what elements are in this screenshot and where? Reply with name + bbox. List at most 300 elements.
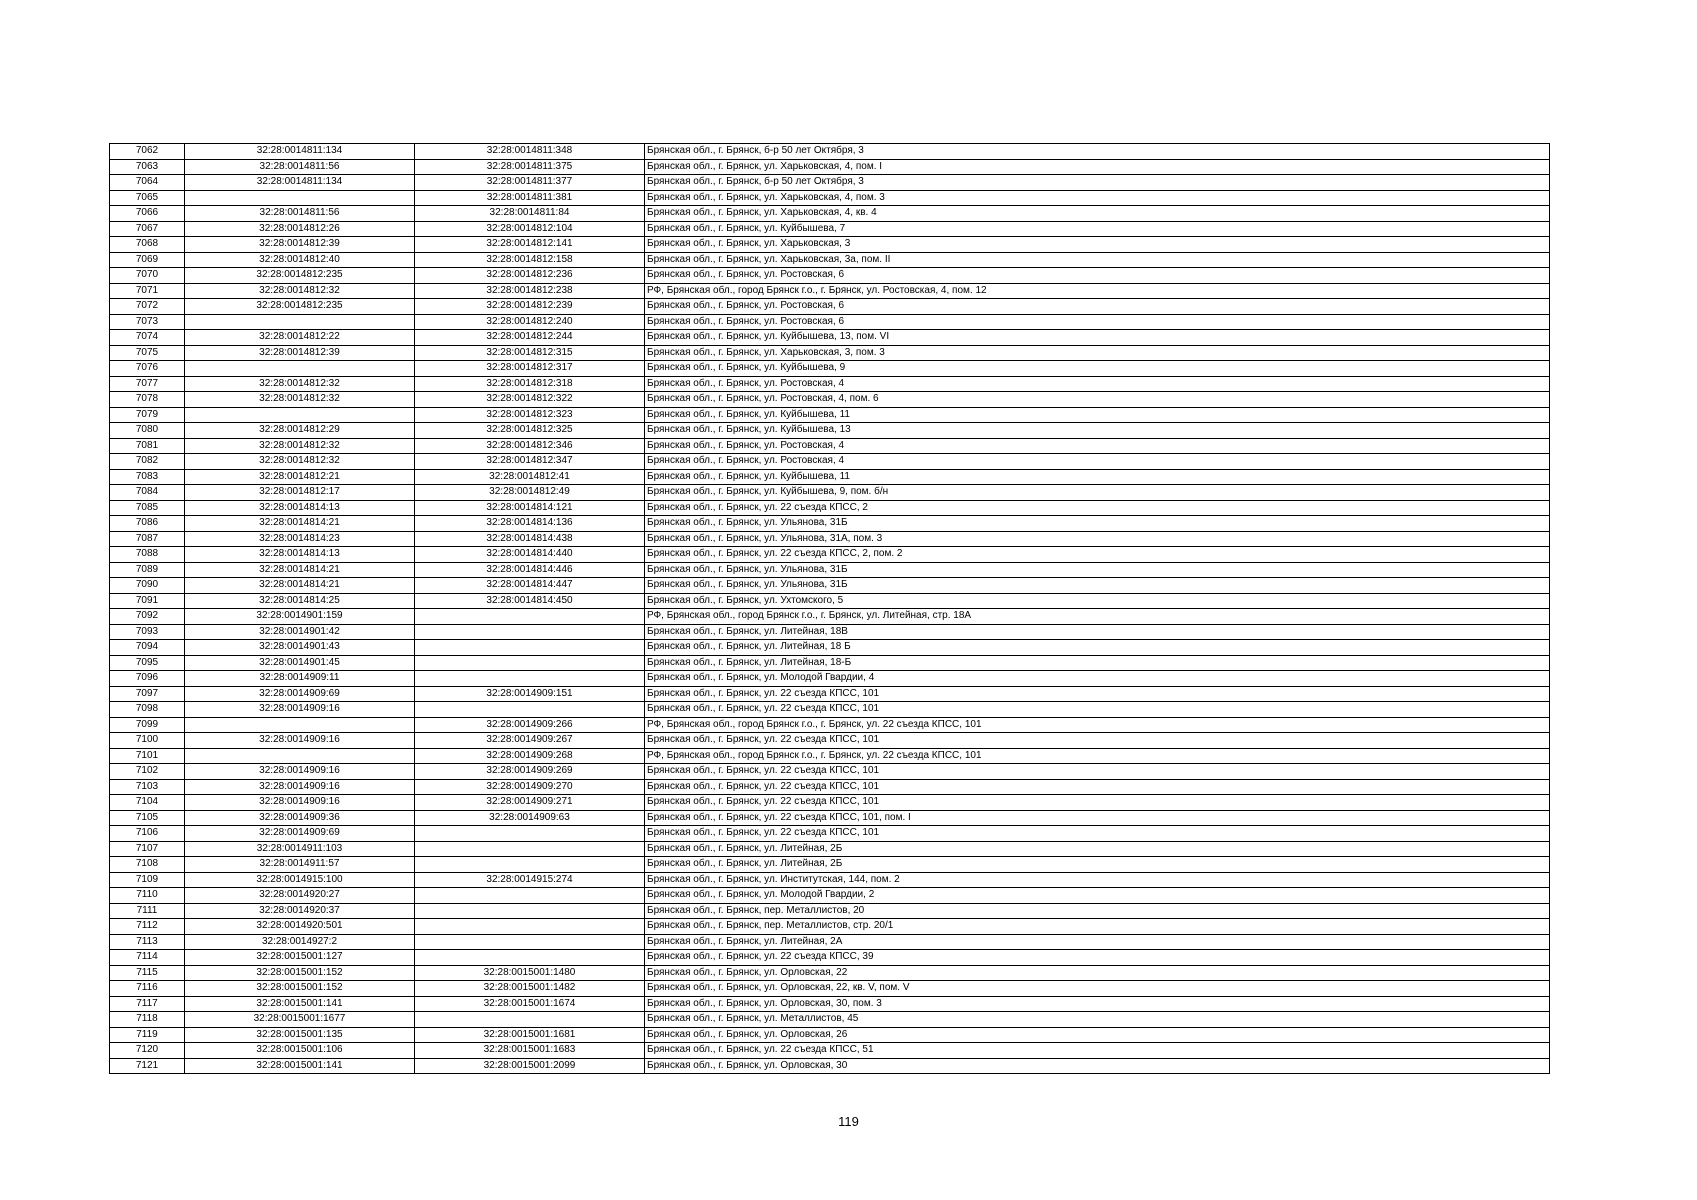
row-number-cell: 7074 bbox=[110, 330, 185, 346]
land-cadastral-number-cell: 32:28:0014814:25 bbox=[185, 593, 415, 609]
object-cadastral-number-cell: 32:28:0014811:348 bbox=[415, 144, 645, 160]
table-row bbox=[110, 159, 1550, 175]
land-cadastral-number-cell: 32:28:0015001:106 bbox=[185, 1043, 415, 1059]
address-cell: РФ, Брянская обл., город Брянск г.о., г. Брянск, ул. Ростовская, 4, пом. 12 bbox=[645, 283, 1550, 299]
table-row bbox=[110, 764, 1550, 780]
object-cadastral-number-cell: 32:28:0014915:274 bbox=[415, 872, 645, 888]
address-cell: Брянская обл., г. Брянск, ул. Харьковская, 3 bbox=[645, 237, 1550, 253]
table-row bbox=[110, 299, 1550, 315]
address-cell: РФ, Брянская обл., город Брянск г.о., г. Брянск, ул. Литейная, стр. 18А bbox=[645, 609, 1550, 625]
object-cadastral-number-cell: 32:28:0014812:322 bbox=[415, 392, 645, 408]
object-cadastral-number-cell: 32:28:0015001:1683 bbox=[415, 1043, 645, 1059]
address-cell: Брянская обл., г. Брянск, ул. Металлистов, 45 bbox=[645, 1012, 1550, 1028]
row-number-cell: 7086 bbox=[110, 516, 185, 532]
table-row bbox=[110, 531, 1550, 547]
address-cell: Брянская обл., г. Брянск, ул. Орловская, 30, пом. 3 bbox=[645, 996, 1550, 1012]
land-cadastral-number-cell: 32:28:0014911:57 bbox=[185, 857, 415, 873]
land-cadastral-number-cell: 32:28:0014915:100 bbox=[185, 872, 415, 888]
land-cadastral-number-cell: 32:28:0014920:27 bbox=[185, 888, 415, 904]
address-cell: Брянская обл., г. Брянск, ул. Куйбышева, 11 bbox=[645, 469, 1550, 485]
land-cadastral-number-cell: 32:28:0014901:43 bbox=[185, 640, 415, 656]
table-row bbox=[110, 237, 1550, 253]
object-cadastral-number-cell: 32:28:0014814:440 bbox=[415, 547, 645, 563]
land-cadastral-number-cell: 32:28:0014814:13 bbox=[185, 547, 415, 563]
object-cadastral-number-cell: 32:28:0014811:377 bbox=[415, 175, 645, 191]
object-cadastral-number-cell: 32:28:0014814:136 bbox=[415, 516, 645, 532]
table-row bbox=[110, 314, 1550, 330]
row-number-cell: 7070 bbox=[110, 268, 185, 284]
object-cadastral-number-cell: 32:28:0014812:317 bbox=[415, 361, 645, 377]
row-number-cell: 7101 bbox=[110, 748, 185, 764]
address-cell: Брянская обл., г. Брянск, ул. Ульянова, 31Б bbox=[645, 578, 1550, 594]
table-row bbox=[110, 748, 1550, 764]
table-row bbox=[110, 268, 1550, 284]
row-number-cell: 7103 bbox=[110, 779, 185, 795]
land-cadastral-number-cell: 32:28:0014812:32 bbox=[185, 454, 415, 470]
land-cadastral-number-cell: 32:28:0014812:22 bbox=[185, 330, 415, 346]
object-cadastral-number-cell: 32:28:0014909:271 bbox=[415, 795, 645, 811]
object-cadastral-number-cell: 32:28:0014814:450 bbox=[415, 593, 645, 609]
address-cell: Брянская обл., г. Брянск, ул. Орловская, 30 bbox=[645, 1058, 1550, 1074]
object-cadastral-number-cell: 32:28:0014811:375 bbox=[415, 159, 645, 175]
address-cell: Брянская обл., г. Брянск, ул. Институтская, 144, пом. 2 bbox=[645, 872, 1550, 888]
cadastral-table bbox=[109, 143, 1550, 1074]
land-cadastral-number-cell: 32:28:0014812:32 bbox=[185, 392, 415, 408]
row-number-cell: 7096 bbox=[110, 671, 185, 687]
object-cadastral-number-cell: 32:28:0014814:438 bbox=[415, 531, 645, 547]
row-number-cell: 7085 bbox=[110, 500, 185, 516]
table-row bbox=[110, 485, 1550, 501]
table-row bbox=[110, 361, 1550, 377]
row-number-cell: 7067 bbox=[110, 221, 185, 237]
table-row bbox=[110, 516, 1550, 532]
object-cadastral-number-cell bbox=[415, 702, 645, 718]
land-cadastral-number-cell: 32:28:0014909:11 bbox=[185, 671, 415, 687]
row-number-cell: 7068 bbox=[110, 237, 185, 253]
row-number-cell: 7090 bbox=[110, 578, 185, 594]
address-cell: Брянская обл., г. Брянск, ул. Куйбышева, 9 bbox=[645, 361, 1550, 377]
address-cell: Брянская обл., г. Брянск, ул. Харьковская, 4, кв. 4 bbox=[645, 206, 1550, 222]
row-number-cell: 7087 bbox=[110, 531, 185, 547]
row-number-cell: 7092 bbox=[110, 609, 185, 625]
row-number-cell: 7081 bbox=[110, 438, 185, 454]
row-number-cell: 7094 bbox=[110, 640, 185, 656]
land-cadastral-number-cell: 32:28:0014911:103 bbox=[185, 841, 415, 857]
row-number-cell: 7063 bbox=[110, 159, 185, 175]
address-cell: Брянская обл., г. Брянск, ул. Куйбышева, 7 bbox=[645, 221, 1550, 237]
table-row bbox=[110, 640, 1550, 656]
object-cadastral-number-cell bbox=[415, 841, 645, 857]
address-cell: Брянская обл., г. Брянск, ул. Куйбышева, 13 bbox=[645, 423, 1550, 439]
object-cadastral-number-cell: 32:28:0014909:266 bbox=[415, 717, 645, 733]
object-cadastral-number-cell: 32:28:0014811:381 bbox=[415, 190, 645, 206]
land-cadastral-number-cell: 32:28:0015001:141 bbox=[185, 996, 415, 1012]
row-number-cell: 7093 bbox=[110, 624, 185, 640]
address-cell: Брянская обл., г. Брянск, ул. Харьковская, 3а, пом. II bbox=[645, 252, 1550, 268]
row-number-cell: 7088 bbox=[110, 547, 185, 563]
address-cell: Брянская обл., г. Брянск, ул. Ростовская, 4, пом. 6 bbox=[645, 392, 1550, 408]
object-cadastral-number-cell: 32:28:0015001:1681 bbox=[415, 1027, 645, 1043]
land-cadastral-number-cell: 32:28:0014812:32 bbox=[185, 283, 415, 299]
land-cadastral-number-cell bbox=[185, 361, 415, 377]
table-row bbox=[110, 779, 1550, 795]
table-row bbox=[110, 826, 1550, 842]
object-cadastral-number-cell: 32:28:0014812:347 bbox=[415, 454, 645, 470]
table-row bbox=[110, 702, 1550, 718]
land-cadastral-number-cell: 32:28:0014814:21 bbox=[185, 516, 415, 532]
land-cadastral-number-cell: 32:28:0014812:26 bbox=[185, 221, 415, 237]
land-cadastral-number-cell: 32:28:0014927:2 bbox=[185, 934, 415, 950]
address-cell: Брянская обл., г. Брянск, ул. 22 съезда КПСС, 101 bbox=[645, 686, 1550, 702]
table-row bbox=[110, 175, 1550, 191]
address-cell: Брянская обл., г. Брянск, ул. Ульянова, 31А, пом. 3 bbox=[645, 531, 1550, 547]
land-cadastral-number-cell: 32:28:0014811:134 bbox=[185, 144, 415, 160]
object-cadastral-number-cell: 32:28:0015001:1674 bbox=[415, 996, 645, 1012]
land-cadastral-number-cell: 32:28:0014812:32 bbox=[185, 438, 415, 454]
row-number-cell: 7072 bbox=[110, 299, 185, 315]
address-cell: Брянская обл., г. Брянск, ул. 22 съезда КПСС, 51 bbox=[645, 1043, 1550, 1059]
row-number-cell: 7099 bbox=[110, 717, 185, 733]
row-number-cell: 7078 bbox=[110, 392, 185, 408]
object-cadastral-number-cell bbox=[415, 919, 645, 935]
object-cadastral-number-cell: 32:28:0014812:158 bbox=[415, 252, 645, 268]
object-cadastral-number-cell bbox=[415, 903, 645, 919]
land-cadastral-number-cell bbox=[185, 314, 415, 330]
address-cell: Брянская обл., г. Брянск, ул. Куйбышева, 9, пом. б/н bbox=[645, 485, 1550, 501]
row-number-cell: 7109 bbox=[110, 872, 185, 888]
address-cell: Брянская обл., г. Брянск, ул. 22 съезда КПСС, 101 bbox=[645, 764, 1550, 780]
address-cell: Брянская обл., г. Брянск, ул. Харьковская, 3, пом. 3 bbox=[645, 345, 1550, 361]
row-number-cell: 7080 bbox=[110, 423, 185, 439]
row-number-cell: 7121 bbox=[110, 1058, 185, 1074]
address-cell: Брянская обл., г. Брянск, ул. 22 съезда КПСС, 39 bbox=[645, 950, 1550, 966]
row-number-cell: 7100 bbox=[110, 733, 185, 749]
address-cell: Брянская обл., г. Брянск, ул. Молодой Гвардии, 2 bbox=[645, 888, 1550, 904]
row-number-cell: 7105 bbox=[110, 810, 185, 826]
table-row bbox=[110, 593, 1550, 609]
row-number-cell: 7114 bbox=[110, 950, 185, 966]
row-number-cell: 7108 bbox=[110, 857, 185, 873]
address-cell: Брянская обл., г. Брянск, б-р 50 лет Октября, 3 bbox=[645, 144, 1550, 160]
table-row bbox=[110, 562, 1550, 578]
table-row bbox=[110, 609, 1550, 625]
address-cell: Брянская обл., г. Брянск, ул. Литейная, 2Б bbox=[645, 857, 1550, 873]
address-cell: РФ, Брянская обл., город Брянск г.о., г. Брянск, ул. 22 съезда КПСС, 101 bbox=[645, 748, 1550, 764]
table-row bbox=[110, 144, 1550, 160]
land-cadastral-number-cell: 32:28:0015001:141 bbox=[185, 1058, 415, 1074]
object-cadastral-number-cell bbox=[415, 826, 645, 842]
object-cadastral-number-cell: 32:28:0014812:315 bbox=[415, 345, 645, 361]
row-number-cell: 7120 bbox=[110, 1043, 185, 1059]
object-cadastral-number-cell bbox=[415, 1012, 645, 1028]
land-cadastral-number-cell: 32:28:0015001:152 bbox=[185, 965, 415, 981]
table-row bbox=[110, 221, 1550, 237]
object-cadastral-number-cell bbox=[415, 934, 645, 950]
land-cadastral-number-cell: 32:28:0014811:56 bbox=[185, 159, 415, 175]
table-row bbox=[110, 345, 1550, 361]
table-row bbox=[110, 872, 1550, 888]
table-row bbox=[110, 841, 1550, 857]
row-number-cell: 7118 bbox=[110, 1012, 185, 1028]
address-cell: Брянская обл., г. Брянск, ул. Куйбышева, 11 bbox=[645, 407, 1550, 423]
object-cadastral-number-cell: 32:28:0014811:84 bbox=[415, 206, 645, 222]
page-number: 119 bbox=[838, 1114, 859, 1129]
address-cell: Брянская обл., г. Брянск, ул. Ростовская, 4 bbox=[645, 376, 1550, 392]
object-cadastral-number-cell: 32:28:0014812:323 bbox=[415, 407, 645, 423]
table-row bbox=[110, 919, 1550, 935]
land-cadastral-number-cell: 32:28:0014811:134 bbox=[185, 175, 415, 191]
table-row bbox=[110, 376, 1550, 392]
object-cadastral-number-cell: 32:28:0015001:1480 bbox=[415, 965, 645, 981]
address-cell: Брянская обл., г. Брянск, ул. Литейная, 18В bbox=[645, 624, 1550, 640]
object-cadastral-number-cell bbox=[415, 655, 645, 671]
address-cell: Брянская обл., г. Брянск, ул. Ростовская, 6 bbox=[645, 314, 1550, 330]
table-row bbox=[110, 1043, 1550, 1059]
address-cell: Брянская обл., г. Брянск, ул. Харьковская, 4, пом. I bbox=[645, 159, 1550, 175]
land-cadastral-number-cell: 32:28:0014812:32 bbox=[185, 376, 415, 392]
object-cadastral-number-cell bbox=[415, 888, 645, 904]
land-cadastral-number-cell: 32:28:0014812:29 bbox=[185, 423, 415, 439]
row-number-cell: 7117 bbox=[110, 996, 185, 1012]
table-row bbox=[110, 810, 1550, 826]
row-number-cell: 7091 bbox=[110, 593, 185, 609]
land-cadastral-number-cell: 32:28:0014811:56 bbox=[185, 206, 415, 222]
table-row bbox=[110, 438, 1550, 454]
row-number-cell: 7075 bbox=[110, 345, 185, 361]
land-cadastral-number-cell: 32:28:0014901:159 bbox=[185, 609, 415, 625]
table-row bbox=[110, 857, 1550, 873]
land-cadastral-number-cell: 32:28:0014812:39 bbox=[185, 345, 415, 361]
row-number-cell: 7079 bbox=[110, 407, 185, 423]
row-number-cell: 7116 bbox=[110, 981, 185, 997]
table-row bbox=[110, 283, 1550, 299]
object-cadastral-number-cell bbox=[415, 640, 645, 656]
land-cadastral-number-cell: 32:28:0014812:235 bbox=[185, 268, 415, 284]
object-cadastral-number-cell: 32:28:0014812:49 bbox=[415, 485, 645, 501]
table-row bbox=[110, 1058, 1550, 1074]
land-cadastral-number-cell: 32:28:0014901:42 bbox=[185, 624, 415, 640]
object-cadastral-number-cell bbox=[415, 671, 645, 687]
row-number-cell: 7097 bbox=[110, 686, 185, 702]
row-number-cell: 7071 bbox=[110, 283, 185, 299]
row-number-cell: 7064 bbox=[110, 175, 185, 191]
object-cadastral-number-cell: 32:28:0014812:141 bbox=[415, 237, 645, 253]
table-row bbox=[110, 190, 1550, 206]
object-cadastral-number-cell bbox=[415, 950, 645, 966]
land-cadastral-number-cell: 32:28:0014812:40 bbox=[185, 252, 415, 268]
land-cadastral-number-cell: 32:28:0015001:152 bbox=[185, 981, 415, 997]
row-number-cell: 7110 bbox=[110, 888, 185, 904]
land-cadastral-number-cell bbox=[185, 407, 415, 423]
table-row bbox=[110, 423, 1550, 439]
table-row bbox=[110, 981, 1550, 997]
table-body bbox=[110, 144, 1550, 1074]
land-cadastral-number-cell bbox=[185, 717, 415, 733]
object-cadastral-number-cell: 32:28:0014812:240 bbox=[415, 314, 645, 330]
table-row bbox=[110, 733, 1550, 749]
object-cadastral-number-cell: 32:28:0015001:1482 bbox=[415, 981, 645, 997]
address-cell: Брянская обл., г. Брянск, ул. Орловская, 22, кв. V, пом. V bbox=[645, 981, 1550, 997]
table-row bbox=[110, 671, 1550, 687]
row-number-cell: 7106 bbox=[110, 826, 185, 842]
address-cell: Брянская обл., г. Брянск, ул. Куйбышева, 13, пом. VI bbox=[645, 330, 1550, 346]
address-cell: Брянская обл., г. Брянск, ул. Ростовская, 6 bbox=[645, 299, 1550, 315]
address-cell: Брянская обл., г. Брянск, пер. Металлистов, 20 bbox=[645, 903, 1550, 919]
object-cadastral-number-cell: 32:28:0014812:318 bbox=[415, 376, 645, 392]
table-row bbox=[110, 407, 1550, 423]
row-number-cell: 7062 bbox=[110, 144, 185, 160]
row-number-cell: 7082 bbox=[110, 454, 185, 470]
table-row bbox=[110, 903, 1550, 919]
row-number-cell: 7069 bbox=[110, 252, 185, 268]
table-row bbox=[110, 934, 1550, 950]
address-cell: Брянская обл., г. Брянск, ул. Ростовская, 6 bbox=[645, 268, 1550, 284]
land-cadastral-number-cell: 32:28:0014814:13 bbox=[185, 500, 415, 516]
land-cadastral-number-cell: 32:28:0014909:16 bbox=[185, 764, 415, 780]
table-row bbox=[110, 686, 1550, 702]
table-row bbox=[110, 1012, 1550, 1028]
table-row bbox=[110, 795, 1550, 811]
object-cadastral-number-cell: 32:28:0014812:325 bbox=[415, 423, 645, 439]
address-cell: Брянская обл., г. Брянск, ул. Ростовская, 4 bbox=[645, 454, 1550, 470]
address-cell: Брянская обл., г. Брянск, б-р 50 лет Октября, 3 bbox=[645, 175, 1550, 191]
object-cadastral-number-cell: 32:28:0014909:269 bbox=[415, 764, 645, 780]
row-number-cell: 7065 bbox=[110, 190, 185, 206]
object-cadastral-number-cell bbox=[415, 609, 645, 625]
object-cadastral-number-cell: 32:28:0014909:267 bbox=[415, 733, 645, 749]
row-number-cell: 7107 bbox=[110, 841, 185, 857]
address-cell: Брянская обл., г. Брянск, ул. 22 съезда КПСС, 101 bbox=[645, 733, 1550, 749]
object-cadastral-number-cell: 32:28:0014812:104 bbox=[415, 221, 645, 237]
land-cadastral-number-cell: 32:28:0014909:36 bbox=[185, 810, 415, 826]
object-cadastral-number-cell: 32:28:0014814:121 bbox=[415, 500, 645, 516]
row-number-cell: 7104 bbox=[110, 795, 185, 811]
land-cadastral-number-cell: 32:28:0014909:16 bbox=[185, 795, 415, 811]
row-number-cell: 7113 bbox=[110, 934, 185, 950]
table-row bbox=[110, 950, 1550, 966]
land-cadastral-number-cell: 32:28:0014920:501 bbox=[185, 919, 415, 935]
land-cadastral-number-cell bbox=[185, 190, 415, 206]
address-cell: Брянская обл., г. Брянск, ул. Литейная, 18 Б bbox=[645, 640, 1550, 656]
land-cadastral-number-cell: 32:28:0014920:37 bbox=[185, 903, 415, 919]
address-cell: Брянская обл., г. Брянск, ул. Харьковская, 4, пом. 3 bbox=[645, 190, 1550, 206]
land-cadastral-number-cell: 32:28:0014909:69 bbox=[185, 686, 415, 702]
object-cadastral-number-cell: 32:28:0014909:270 bbox=[415, 779, 645, 795]
address-cell: Брянская обл., г. Брянск, ул. Орловская, 26 bbox=[645, 1027, 1550, 1043]
table-row bbox=[110, 996, 1550, 1012]
address-cell: Брянская обл., г. Брянск, ул. Ростовская, 4 bbox=[645, 438, 1550, 454]
table-row bbox=[110, 578, 1550, 594]
table-row bbox=[110, 965, 1550, 981]
row-number-cell: 7102 bbox=[110, 764, 185, 780]
object-cadastral-number-cell: 32:28:0014814:446 bbox=[415, 562, 645, 578]
object-cadastral-number-cell: 32:28:0014812:236 bbox=[415, 268, 645, 284]
row-number-cell: 7095 bbox=[110, 655, 185, 671]
land-cadastral-number-cell: 32:28:0014814:23 bbox=[185, 531, 415, 547]
row-number-cell: 7115 bbox=[110, 965, 185, 981]
land-cadastral-number-cell: 32:28:0014812:21 bbox=[185, 469, 415, 485]
land-cadastral-number-cell: 32:28:0015001:1677 bbox=[185, 1012, 415, 1028]
address-cell: Брянская обл., г. Брянск, ул. Ухтомского, 5 bbox=[645, 593, 1550, 609]
land-cadastral-number-cell: 32:28:0014909:16 bbox=[185, 779, 415, 795]
address-cell: Брянская обл., г. Брянск, ул. Литейная, 2А bbox=[645, 934, 1550, 950]
row-number-cell: 7112 bbox=[110, 919, 185, 935]
row-number-cell: 7089 bbox=[110, 562, 185, 578]
table-row bbox=[110, 500, 1550, 516]
table-row bbox=[110, 1027, 1550, 1043]
table-row bbox=[110, 547, 1550, 563]
table-row bbox=[110, 655, 1550, 671]
row-number-cell: 7077 bbox=[110, 376, 185, 392]
address-cell: Брянская обл., г. Брянск, ул. 22 съезда КПСС, 101 bbox=[645, 826, 1550, 842]
address-cell: Брянская обл., г. Брянск, ул. Литейная, 2Б bbox=[645, 841, 1550, 857]
land-cadastral-number-cell: 32:28:0015001:135 bbox=[185, 1027, 415, 1043]
land-cadastral-number-cell: 32:28:0014812:17 bbox=[185, 485, 415, 501]
row-number-cell: 7073 bbox=[110, 314, 185, 330]
address-cell: Брянская обл., г. Брянск, ул. 22 съезда КПСС, 2, пом. 2 bbox=[645, 547, 1550, 563]
address-cell: Брянская обл., г. Брянск, ул. 22 съезда КПСС, 101 bbox=[645, 795, 1550, 811]
address-cell: РФ, Брянская обл., город Брянск г.о., г. Брянск, ул. 22 съезда КПСС, 101 bbox=[645, 717, 1550, 733]
row-number-cell: 7119 bbox=[110, 1027, 185, 1043]
address-cell: Брянская обл., г. Брянск, ул. 22 съезда КПСС, 2 bbox=[645, 500, 1550, 516]
row-number-cell: 7084 bbox=[110, 485, 185, 501]
row-number-cell: 7066 bbox=[110, 206, 185, 222]
land-cadastral-number-cell: 32:28:0014901:45 bbox=[185, 655, 415, 671]
row-number-cell: 7111 bbox=[110, 903, 185, 919]
object-cadastral-number-cell bbox=[415, 624, 645, 640]
land-cadastral-number-cell: 32:28:0014812:235 bbox=[185, 299, 415, 315]
object-cadastral-number-cell: 32:28:0014909:63 bbox=[415, 810, 645, 826]
object-cadastral-number-cell bbox=[415, 857, 645, 873]
table-row bbox=[110, 888, 1550, 904]
address-cell: Брянская обл., г. Брянск, ул. Литейная, 18-Б bbox=[645, 655, 1550, 671]
object-cadastral-number-cell: 32:28:0014812:239 bbox=[415, 299, 645, 315]
land-cadastral-number-cell: 32:28:0014812:39 bbox=[185, 237, 415, 253]
land-cadastral-number-cell: 32:28:0014909:69 bbox=[185, 826, 415, 842]
address-cell: Брянская обл., г. Брянск, ул. 22 съезда КПСС, 101 bbox=[645, 779, 1550, 795]
table-row bbox=[110, 392, 1550, 408]
table-row bbox=[110, 454, 1550, 470]
land-cadastral-number-cell: 32:28:0014909:16 bbox=[185, 702, 415, 718]
land-cadastral-number-cell: 32:28:0014909:16 bbox=[185, 733, 415, 749]
object-cadastral-number-cell: 32:28:0014812:244 bbox=[415, 330, 645, 346]
object-cadastral-number-cell: 32:28:0014812:238 bbox=[415, 283, 645, 299]
table-row bbox=[110, 330, 1550, 346]
row-number-cell: 7083 bbox=[110, 469, 185, 485]
object-cadastral-number-cell: 32:28:0014812:41 bbox=[415, 469, 645, 485]
land-cadastral-number-cell: 32:28:0015001:127 bbox=[185, 950, 415, 966]
land-cadastral-number-cell: 32:28:0014814:21 bbox=[185, 578, 415, 594]
address-cell: Брянская обл., г. Брянск, ул. Орловская, 22 bbox=[645, 965, 1550, 981]
row-number-cell: 7076 bbox=[110, 361, 185, 377]
object-cadastral-number-cell: 32:28:0014909:151 bbox=[415, 686, 645, 702]
object-cadastral-number-cell: 32:28:0015001:2099 bbox=[415, 1058, 645, 1074]
address-cell: Брянская обл., г. Брянск, ул. Молодой Гвардии, 4 bbox=[645, 671, 1550, 687]
object-cadastral-number-cell: 32:28:0014814:447 bbox=[415, 578, 645, 594]
table-row bbox=[110, 252, 1550, 268]
object-cadastral-number-cell: 32:28:0014812:346 bbox=[415, 438, 645, 454]
address-cell: Брянская обл., г. Брянск, ул. Ульянова, 31Б bbox=[645, 562, 1550, 578]
table-row bbox=[110, 624, 1550, 640]
address-cell: Брянская обл., г. Брянск, ул. Ульянова, 31Б bbox=[645, 516, 1550, 532]
address-cell: Брянская обл., г. Брянск, пер. Металлистов, стр. 20/1 bbox=[645, 919, 1550, 935]
table-row bbox=[110, 206, 1550, 222]
table-row bbox=[110, 469, 1550, 485]
address-cell: Брянская обл., г. Брянск, ул. 22 съезда КПСС, 101 bbox=[645, 702, 1550, 718]
table-row bbox=[110, 717, 1550, 733]
object-cadastral-number-cell: 32:28:0014909:268 bbox=[415, 748, 645, 764]
address-cell: Брянская обл., г. Брянск, ул. 22 съезда КПСС, 101, пом. I bbox=[645, 810, 1550, 826]
